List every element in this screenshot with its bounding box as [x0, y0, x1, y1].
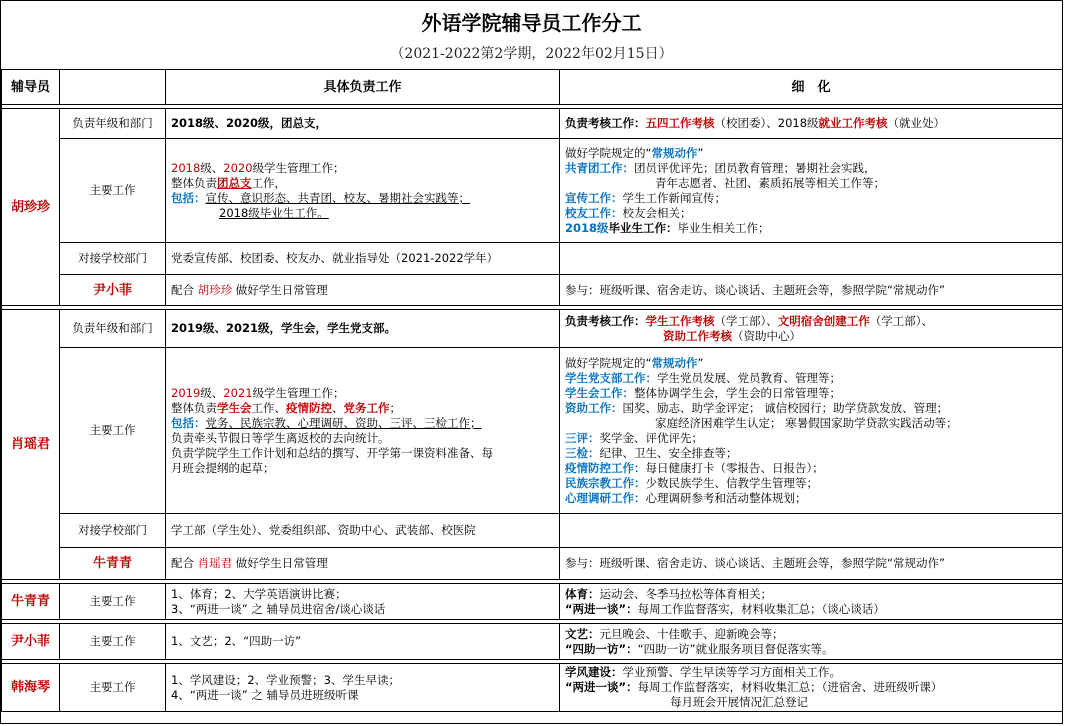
xiao-d-line4 — [565, 401, 1057, 416]
hu-d1-blue: 常规动作 — [651, 145, 698, 160]
xiao-name: 肖瑶君 — [2, 310, 60, 580]
xiao-gd-line2 — [565, 329, 1057, 344]
xiao-grades-label: 负责年级和部门 — [60, 310, 166, 348]
header-detail: 细 化 — [560, 70, 1063, 105]
hu-partner-name: 尹小菲 — [60, 275, 166, 306]
niu-row — [2, 584, 1063, 620]
hu-main-row — [2, 139, 1063, 243]
hu-d-line6 — [565, 221, 1057, 236]
niu-d-line2 — [565, 602, 1057, 617]
xiao-grades-row — [2, 310, 1063, 348]
xiao-m1-a: 级、 — [200, 385, 224, 400]
hu-dept-row — [2, 243, 1063, 275]
yin-row — [2, 624, 1063, 660]
hu-partner — [166, 275, 560, 306]
yin-main-work: 1、文艺；2、“四助一访” — [166, 624, 560, 660]
xiao-gd-prefix: 负责考核工作： — [565, 313, 646, 328]
hu-dept-label: 对接学校部门 — [60, 243, 166, 275]
niu-d1-bold: 体育： — [565, 586, 600, 601]
yin-d1-bold: 文艺： — [565, 626, 600, 641]
han-d-line2 — [565, 680, 1057, 695]
xiao-d7-blue: 三检： — [565, 445, 600, 460]
xiao-main-work — [166, 348, 560, 514]
niu-m-line1: 1、体育；2、大学英语演讲比赛； — [171, 586, 347, 601]
header-work: 具体负责工作 — [166, 70, 560, 105]
hu-gd-suffix: （就业处） — [887, 116, 946, 130]
xiao-m3-blue: 包括： — [171, 415, 206, 430]
xiao-p-b: 做好学生日常管理 — [232, 556, 328, 570]
xiao-m2-d: ； — [389, 400, 401, 415]
xiao-m2-r2: 疫情防控 — [286, 400, 332, 415]
niu-d1-text: 运动会、冬季马拉松等体育相关； — [599, 586, 772, 601]
xiao-d4-text: 国奖、励志、助学金评定； 诚信校园行；助学贷款发放、管理； — [622, 400, 949, 415]
hu-m3-blue: 包括： — [171, 190, 206, 205]
xiao-dept-row — [2, 514, 1063, 548]
yin-name: 尹小菲 — [2, 624, 60, 660]
xiao-main-label: 主要工作 — [60, 348, 166, 514]
niu-d2-text: 每周工作监督落实，材料收集汇总；（谈心谈话） — [637, 601, 885, 616]
xiao-gd-line1 — [565, 314, 1057, 329]
han-d1-text: 学业预警、学生早读等学习方面相关工作。 — [622, 665, 841, 679]
xiao-m1-r2: 2021 — [223, 385, 253, 400]
xiao-grades: 2019级、2021级，学生会，学生党支部。 — [166, 310, 560, 348]
hu-d2-text: 团员评优评先；团员教育管理；暑期社会实践， — [634, 160, 876, 175]
hu-main-line4: 2018级毕业生工作。 — [219, 205, 329, 220]
yin-main-detail — [560, 624, 1063, 660]
hu-m1-a: 级、 — [200, 160, 224, 175]
hu-m3-items: 宣传、意识形态、共青团、校友、暑期社会实践等； — [205, 190, 470, 205]
xiao-d10-blue: 心理调研工作： — [565, 490, 646, 505]
niu-main-work — [166, 584, 560, 620]
xiao-partner-name: 牛青青 — [60, 548, 166, 580]
xiao-p-a: 配合 — [171, 556, 198, 570]
xiao-m2-r3: 党务工作 — [343, 400, 390, 415]
hu-dept: 党委宣传部、校团委、校友办、就业指导处（2021-2022学年） — [166, 243, 560, 275]
xiao-gd-suffix: （资助中心） — [732, 328, 801, 343]
hu-d-line2 — [565, 161, 1057, 176]
xiao-d9-text: 少数民族学生、信教学生管理等； — [645, 475, 818, 490]
yin-d1-text: 元旦晚会、十佳歌手、迎新晚会等； — [599, 626, 784, 641]
hu-gd-mid: （校团委）、2018级 — [714, 116, 819, 130]
hu-main-label: 主要工作 — [60, 139, 166, 243]
xiao-partner-row — [2, 548, 1063, 580]
hu-d2-blue: 共青团工作： — [565, 160, 634, 175]
hu-gd-prefix: 负责考核工作： — [565, 116, 646, 130]
xiao-d-line8 — [565, 461, 1057, 476]
xiao-m2-b: 工作、 — [251, 400, 286, 415]
hu-grades-detail — [560, 109, 1063, 139]
hu-d-line1 — [565, 146, 1057, 161]
xiao-grades-detail — [560, 310, 1063, 348]
han-main-detail — [560, 664, 1063, 712]
xiao-gd-red1: 学生工作考核 — [645, 313, 715, 328]
xiao-m-line6: 月班会提纲的起草； — [171, 460, 275, 475]
hu-grades: 2018级、2020级，团总支， — [166, 109, 560, 139]
hu-dept-detail — [560, 243, 1063, 275]
hu-m1-r1: 2018 — [171, 160, 201, 175]
xiao-main-detail — [560, 348, 1063, 514]
xiao-d3-blue: 学生会工作： — [565, 385, 634, 400]
xiao-main-row — [2, 348, 1063, 514]
header-blank — [60, 70, 166, 105]
xiao-m-line4: 负责牵头节假日等学生离返校的去向统计。 — [171, 430, 390, 445]
yin-main-label: 主要工作 — [60, 624, 166, 660]
niu-d-line1 — [565, 587, 1057, 602]
yin-d2-text: “四助一访”就业服务项目督促落实等。 — [637, 641, 834, 656]
xiao-m-line3 — [171, 416, 554, 431]
xiao-m1-r1: 2019 — [171, 385, 201, 400]
hu-p-b: 做好学生日常管理 — [232, 282, 328, 297]
xiao-dept: 学工部（学生处）、党委组织部、资助中心、武装部、校医院 — [166, 514, 560, 548]
hu-main-detail — [560, 139, 1063, 243]
hu-d4-blue: 宣传工作： — [565, 190, 623, 205]
hu-m2-b: 工作， — [251, 175, 286, 190]
hu-d1-a: 做好学院规定的“ — [565, 145, 652, 160]
xiao-m2-r1: 学生会 — [217, 400, 252, 415]
xiao-d3-text: 整体协调学生会，学生会的日常管理等； — [634, 385, 841, 400]
han-m-line2: 4、“两进一谈” 之 辅导员进班级听课 — [171, 687, 359, 702]
xiao-gd-mid1: （学工部）、 — [714, 313, 778, 328]
hu-d5-text: 校友会相关； — [622, 205, 692, 220]
xiao-d6-text: 奖学金、评优评先； — [599, 430, 703, 445]
yin-d-line1 — [565, 627, 1057, 642]
header-counselor: 辅导员 — [2, 70, 60, 105]
xiao-d8-text: 每日健康打卡（零报告、日报告）； — [645, 460, 824, 475]
hu-d6-bold: 毕业生工作： — [608, 220, 678, 235]
han-m-line1: 1、学风建设；2、学业预警；3、学生早读； — [171, 672, 400, 687]
han-main-work — [166, 664, 560, 712]
han-row — [2, 664, 1063, 712]
hu-d4-text: 学生工作新闻宣传； — [622, 190, 726, 205]
hu-m1-r2: 2020 — [223, 160, 253, 175]
xiao-dept-label: 对接学校部门 — [60, 514, 166, 548]
hu-main-line3 — [171, 191, 554, 206]
xiao-dept-detail — [560, 514, 1063, 548]
han-d-line3: 每月班会开展情况汇总登记 — [670, 695, 808, 709]
xiao-d2-text: 学生党员发展、党员教育、管理等； — [657, 370, 841, 385]
yin-d2-bold: “四助一访”： — [565, 641, 638, 656]
page-subtitle: （2021-2022第2学期，2022年02月15日） — [390, 46, 673, 62]
hu-d6-text: 毕业生相关工作； — [677, 220, 770, 235]
xiao-d7-text: 纪律、卫生、安全排查等； — [599, 445, 738, 460]
hu-m2-a: 整体负责 — [171, 175, 217, 190]
xiao-d4-blue: 资助工作： — [565, 400, 623, 415]
hu-main-work — [166, 139, 560, 243]
niu-main-detail — [560, 584, 1063, 620]
han-d-line1 — [565, 665, 1057, 680]
xiao-m-line5: 负责学院学生工作计划和总结的撰写、开学第一课资料准备、每 — [171, 445, 493, 460]
xiao-m3-items: 党务、民族宗教、心理调研、资助、三评、三检工作； — [205, 415, 482, 430]
hu-grades-label: 负责年级和部门 — [60, 109, 166, 139]
xiao-d6-blue: 三评： — [565, 430, 600, 445]
xiao-p-red: 肖瑶君 — [197, 556, 233, 570]
xiao-gd-red2: 文明宿舍创建工作 — [777, 313, 870, 328]
header-row — [2, 70, 1063, 105]
xiao-d-line7 — [565, 446, 1057, 461]
xiao-d9-blue: 民族宗教工作： — [565, 475, 646, 490]
hu-p-red: 胡珍珍 — [197, 282, 233, 297]
han-name: 韩海琴 — [2, 664, 60, 712]
xiao-d-line6 — [565, 431, 1057, 446]
hu-d-line5 — [565, 206, 1057, 221]
han-d1-bold: 学风建设： — [565, 665, 623, 679]
niu-d2-bold: “两进一谈”： — [565, 601, 638, 616]
han-main-label: 主要工作 — [60, 664, 166, 712]
hu-partner-detail: 参与：班级听课、宿舍走访、谈心谈话、主题班会等，参照学院“常规动作” — [560, 275, 1063, 306]
hu-d1-b: ” — [697, 145, 704, 160]
han-d2-bold: “两进一谈”： — [565, 680, 638, 694]
xiao-gd-red3: 资助工作考核 — [663, 328, 732, 343]
xiao-partner-detail: 参与：班级听课、宿舍走访、谈心谈话、主题班会等，参照学院“常规动作” — [560, 548, 1063, 580]
niu-name: 牛青青 — [2, 584, 60, 620]
hu-partner-row — [2, 275, 1063, 306]
xiao-d2-blue: 学生党支部工作： — [565, 370, 657, 385]
xiao-d10-text: 心理调研参考和活动整体规划； — [645, 490, 807, 505]
hu-d-line4 — [565, 191, 1057, 206]
hu-m1-b: 级学生管理工作； — [252, 160, 345, 175]
xiao-d-line9 — [565, 476, 1057, 491]
hu-d-line3: 青年志愿者、社团、素质拓展等相关工作等； — [655, 175, 885, 190]
han-d2-text: 每周工作监督落实，材料收集汇总；（进宿舍、进班级听课） — [637, 680, 943, 694]
xiao-d-line1 — [565, 356, 1057, 371]
hu-gd-red1: 五四工作考核 — [645, 116, 715, 130]
xiao-m1-b: 级学生管理工作； — [252, 385, 345, 400]
hu-d5-blue: 校友工作： — [565, 205, 623, 220]
hu-grades-row — [2, 109, 1063, 139]
xiao-partner — [166, 548, 560, 580]
xiao-d-line5: 家庭经济困难学生认定； 寒暑假国家助学贷款实践活动等； — [655, 415, 958, 430]
hu-m2-red: 团总支 — [217, 175, 252, 190]
xiao-d-line2 — [565, 371, 1057, 386]
hu-main-line2 — [171, 176, 554, 191]
hu-gd-red2: 就业工作考核 — [818, 116, 888, 130]
niu-main-label: 主要工作 — [60, 584, 166, 620]
xiao-gd-mid2: （学工部）、 — [869, 313, 933, 328]
assignment-table — [1, 69, 1063, 712]
xiao-m-line1 — [171, 386, 554, 401]
xiao-d-line10 — [565, 491, 1057, 506]
hu-main-line1 — [171, 161, 554, 176]
xiao-d1-blue: 常规动作 — [651, 355, 698, 370]
hu-p-a: 配合 — [171, 282, 198, 297]
xiao-m2-a: 整体负责 — [171, 400, 217, 415]
page-title: 外语学院辅导员工作分工 — [421, 11, 642, 35]
hu-name: 胡珍珍 — [2, 109, 60, 306]
xiao-d-line3 — [565, 386, 1057, 401]
yin-d-line2 — [565, 642, 1057, 657]
hu-d6-blue: 2018级 — [565, 220, 609, 235]
xiao-m2-c: 、 — [332, 400, 344, 415]
xiao-d8-blue: 疫情防控工作： — [565, 460, 646, 475]
xiao-d1-b: ” — [697, 355, 704, 370]
xiao-d1-a: 做好学院规定的“ — [565, 355, 652, 370]
niu-m-line2: 3、“两进一谈” 之 辅导员进宿舍/谈心谈话 — [171, 601, 386, 616]
xiao-m-line2 — [171, 401, 554, 416]
